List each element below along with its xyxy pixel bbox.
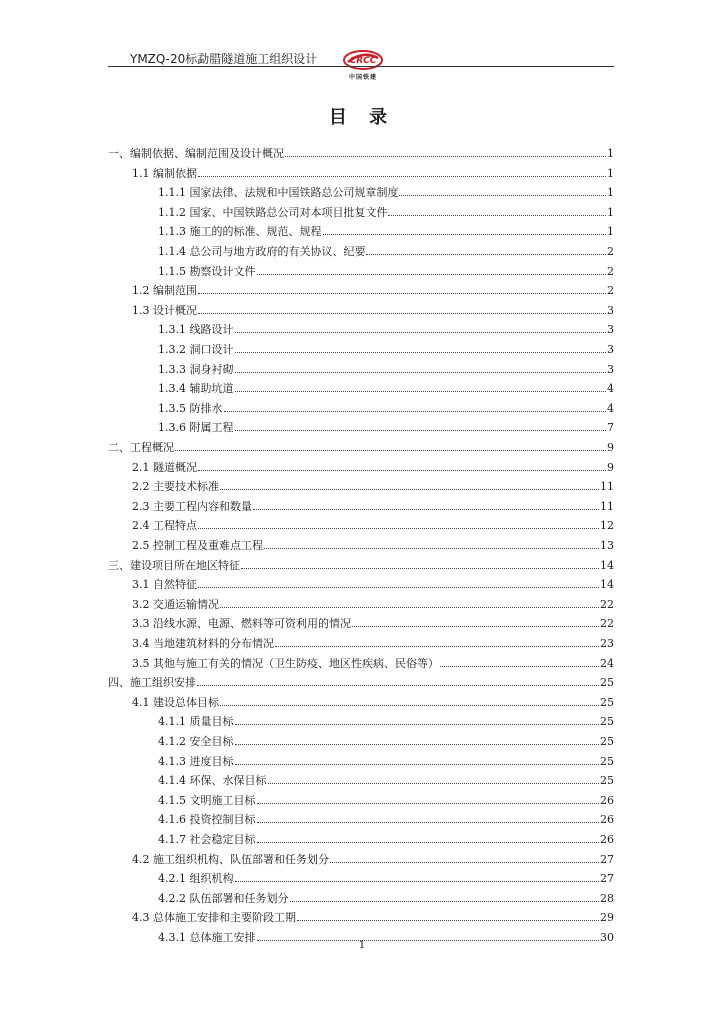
toc-entry-label: 4.1.4 环保、水保目标	[158, 774, 267, 788]
toc-entry-label: 1.1.5 勘察设计文件	[158, 264, 256, 278]
toc-entry[interactable]	[132, 459, 614, 479]
toc-entry-page: 11	[600, 499, 614, 513]
toc-entry-label: 1.1.3 施工的的标准、规范、规程	[158, 225, 322, 239]
toc-leader-dots	[323, 234, 607, 235]
toc-entry-page: 22	[600, 617, 614, 631]
toc-entry-label: 2.1 隧道概况	[132, 460, 197, 474]
toc-entry-label: 2.2 主要技术标准	[132, 480, 219, 494]
toc-entry-label: 三、建设项目所在地区特征	[108, 558, 240, 572]
toc-leader-dots	[235, 372, 607, 373]
toc-leader-dots	[440, 666, 599, 667]
toc-entry-label: 4.1.3 进度目标	[158, 754, 234, 768]
toc-leader-dots	[235, 881, 600, 882]
toc-entry[interactable]	[132, 851, 614, 871]
page-number: 1	[358, 940, 366, 951]
toc-entry[interactable]	[132, 165, 614, 185]
toc-entry-page: 2	[607, 284, 614, 298]
toc-entry-page: 1	[607, 166, 614, 180]
toc-entry[interactable]	[132, 282, 614, 302]
toc-entry-page: 24	[600, 656, 614, 670]
toc-entry-page: 12	[600, 519, 614, 533]
toc-leader-dots	[235, 391, 607, 392]
toc-entry-label: 1.1.4 总公司与地方政府的有关协议、纪要	[158, 245, 366, 258]
toc-leader-dots	[235, 352, 607, 353]
toc-leader-dots	[198, 313, 606, 314]
toc-entry-label: 1.3.3 洞身衬砌	[158, 362, 234, 376]
toc-entry-page: 3	[607, 343, 614, 356]
toc-entry[interactable]	[158, 890, 614, 910]
toc-entry-label: 4.1.1 质量目标	[158, 715, 234, 729]
toc-entry[interactable]	[158, 341, 614, 361]
toc-entry-page: 2	[607, 245, 614, 258]
toc-entry-page: 2	[607, 264, 614, 278]
toc-entry-page: 29	[600, 911, 614, 925]
toc-leader-dots	[241, 568, 599, 569]
toc-entry-label: 4.2 施工组织机构、队伍部署和任务划分	[132, 852, 329, 866]
toc-leader-dots	[220, 607, 599, 608]
toc-entry-page: 30	[600, 931, 614, 944]
header-divider	[108, 66, 614, 67]
toc-entry-label: 1.3.4 辅助坑道	[158, 382, 234, 396]
toc-entry-page: 3	[607, 362, 614, 376]
toc-entry-label: 4.1 建设总体目标	[132, 695, 219, 709]
toc-entry[interactable]	[132, 596, 614, 616]
toc-entry[interactable]	[158, 419, 614, 439]
toc-leader-dots	[257, 274, 607, 275]
toc-entry-page: 23	[600, 637, 614, 650]
toc-entry[interactable]	[132, 909, 614, 929]
toc-entry-label: 1.1 编制依据	[132, 166, 197, 180]
toc-entry-page: 9	[607, 460, 614, 474]
toc-entry[interactable]	[158, 184, 614, 204]
toc-entry[interactable]	[158, 243, 614, 263]
toc-entry-page: 9	[607, 441, 614, 454]
logo-caption: 中国铁建	[348, 74, 377, 81]
toc-entry[interactable]	[158, 792, 614, 812]
toc-entry-label: 一、编制依据、编制范围及设计概况	[108, 147, 284, 160]
toc-entry-page: 1	[607, 205, 614, 219]
document-title: YMZQ-20标勐腊隧道施工组织设计	[130, 52, 318, 66]
toc-entry[interactable]	[158, 400, 614, 420]
toc-entry[interactable]	[108, 439, 614, 459]
toc-entry[interactable]	[158, 321, 614, 341]
toc-entry-page: 1	[607, 225, 614, 239]
toc-leader-dots	[224, 411, 607, 412]
toc-leader-dots	[366, 254, 606, 255]
toc-entry-label: 1.3.2 洞口设计	[158, 343, 234, 356]
toc-leader-dots	[253, 509, 599, 510]
toc-leader-dots	[235, 764, 600, 765]
toc-entry-page: 14	[600, 578, 614, 592]
toc-leader-dots	[198, 293, 606, 294]
toc-entry-label: 1.1.1 国家法律、法规和中国铁路总公司规章制度	[158, 186, 399, 200]
toc-entry[interactable]	[132, 694, 614, 714]
toc-entry-page: 1	[607, 147, 614, 160]
toc-leader-dots	[257, 803, 600, 804]
toc-leader-dots	[399, 195, 606, 196]
toc-leader-dots	[297, 920, 599, 921]
toc-leader-dots	[198, 470, 606, 471]
toc-entry[interactable]	[108, 557, 614, 577]
toc-entry[interactable]	[158, 361, 614, 381]
toc-entry[interactable]	[158, 831, 614, 851]
toc-entry[interactable]	[132, 635, 614, 655]
toc-entry-label: 4.2.1 组织机构	[158, 872, 234, 886]
toc-entry-page: 3	[607, 303, 614, 317]
toc-leader-dots	[352, 626, 599, 627]
toc-entry-page: 27	[600, 852, 614, 866]
toc-leader-dots	[257, 822, 600, 823]
toc-entry-page: 22	[600, 597, 614, 611]
toc-leader-dots	[257, 842, 600, 843]
toc-entry-page: 13	[600, 539, 614, 552]
toc-entry[interactable]	[158, 204, 614, 224]
toc-entry-label: 1.3 设计概况	[132, 303, 197, 317]
toc-entry[interactable]	[132, 517, 614, 537]
toc-leader-dots	[388, 215, 606, 216]
toc-entry[interactable]	[158, 713, 614, 733]
toc-heading: 目 录	[328, 107, 396, 128]
toc-entry[interactable]	[108, 145, 614, 165]
toc-entry-label: 3.5 其他与施工有关的情况（卫生防疫、地区性疾病、民俗等）	[132, 656, 439, 670]
toc-entry[interactable]	[132, 302, 614, 322]
toc-entry[interactable]	[132, 655, 614, 675]
toc-leader-dots	[235, 744, 600, 745]
toc-entry-page: 4	[607, 382, 614, 396]
toc-entry-page: 25	[600, 774, 614, 788]
toc-entry-label: 1.2 编制范围	[132, 284, 197, 298]
toc-entry-label: 2.4 工程特点	[132, 519, 197, 533]
toc-entry-page: 4	[607, 401, 614, 415]
toc-entry[interactable]	[132, 478, 614, 498]
toc-entry-label: 1.3.6 附属工程	[158, 421, 234, 435]
toc-leader-dots	[235, 430, 607, 431]
toc-entry-page: 25	[600, 676, 614, 690]
toc-entry[interactable]	[132, 576, 614, 596]
toc-leader-dots	[235, 724, 600, 725]
toc-entry-label: 4.2.2 队伍部署和任务划分	[158, 891, 289, 905]
toc-entry-label: 四、施工组织安排	[108, 676, 196, 690]
toc-entry-page: 26	[600, 833, 614, 846]
toc-entry-page: 1	[607, 186, 614, 200]
toc-entry-page: 3	[607, 323, 614, 337]
toc-entry-label: 2.5 控制工程及重难点工程	[132, 539, 263, 552]
toc-leader-dots	[275, 646, 599, 647]
toc-entry[interactable]	[158, 772, 614, 792]
toc-entry-page: 7	[607, 421, 614, 435]
toc-entry[interactable]	[158, 753, 614, 773]
toc-leader-dots	[175, 450, 606, 451]
toc-entry[interactable]	[132, 615, 614, 635]
toc-entry-label: 4.1.5 文明施工目标	[158, 793, 256, 807]
toc-entry[interactable]	[158, 223, 614, 243]
toc-entry-label: 1.3.5 防排水	[158, 401, 223, 415]
toc-entry-page: 11	[600, 480, 614, 494]
toc-entry-page: 25	[600, 754, 614, 768]
toc-entry-label: 4.1.7 社会稳定目标	[158, 833, 256, 846]
toc-entry-page: 25	[600, 735, 614, 748]
toc-entry-page: 26	[600, 813, 614, 827]
toc-leader-dots	[197, 685, 599, 686]
toc-entry[interactable]	[108, 674, 614, 694]
toc-leader-dots	[198, 176, 606, 177]
toc-entry-page: 27	[600, 872, 614, 886]
toc-entry-label: 4.3.1 总体施工安排	[158, 931, 256, 944]
toc-leader-dots	[198, 587, 599, 588]
toc-entry-page: 25	[600, 715, 614, 729]
toc-leader-dots	[268, 783, 600, 784]
toc-entry-label: 3.2 交通运输情况	[132, 597, 219, 611]
toc-entry-page: 28	[600, 891, 614, 905]
toc-leader-dots	[198, 528, 599, 529]
toc-entry-label: 2.3 主要工程内容和数量	[132, 499, 252, 513]
toc-entry-label: 1.3.1 线路设计	[158, 323, 234, 337]
toc-entry-label: 3.3 沿线水源、电源、燃料等可资利用的情况	[132, 617, 351, 631]
toc-entry-label: 4.3 总体施工安排和主要阶段工期	[132, 911, 296, 925]
toc-entry[interactable]	[158, 870, 614, 890]
toc-entry[interactable]	[158, 263, 614, 283]
toc-entry-label: 二、工程概况	[108, 441, 174, 454]
toc-leader-dots	[220, 489, 599, 490]
toc-entry-label: 3.1 自然特征	[132, 578, 197, 592]
toc-entry[interactable]	[158, 380, 614, 400]
toc-leader-dots	[235, 332, 607, 333]
toc-entry-label: 3.4 当地建筑材料的分布情况	[132, 637, 274, 650]
toc-leader-dots	[220, 705, 599, 706]
toc-entry[interactable]	[132, 537, 614, 557]
toc-entry-page: 25	[600, 695, 614, 709]
toc-entry[interactable]	[132, 498, 614, 518]
toc-entry-label: 4.1.6 投资控制目标	[158, 813, 256, 827]
toc-entry-label: 1.1.2 国家、中国铁路总公司对本项目批复文件	[158, 205, 388, 219]
toc-entry-label: 4.1.2 安全目标	[158, 735, 234, 748]
toc-entry-page: 14	[600, 558, 614, 572]
crcc-logo-icon	[342, 48, 384, 72]
toc-entry[interactable]	[158, 733, 614, 753]
svg-text:CRCC: CRCC	[349, 56, 377, 66]
toc-leader-dots	[285, 156, 606, 157]
toc-leader-dots	[330, 862, 599, 863]
toc-leader-dots	[264, 548, 599, 549]
toc-leader-dots	[290, 901, 600, 902]
toc-entry-page: 26	[600, 793, 614, 807]
toc-entry[interactable]	[158, 811, 614, 831]
